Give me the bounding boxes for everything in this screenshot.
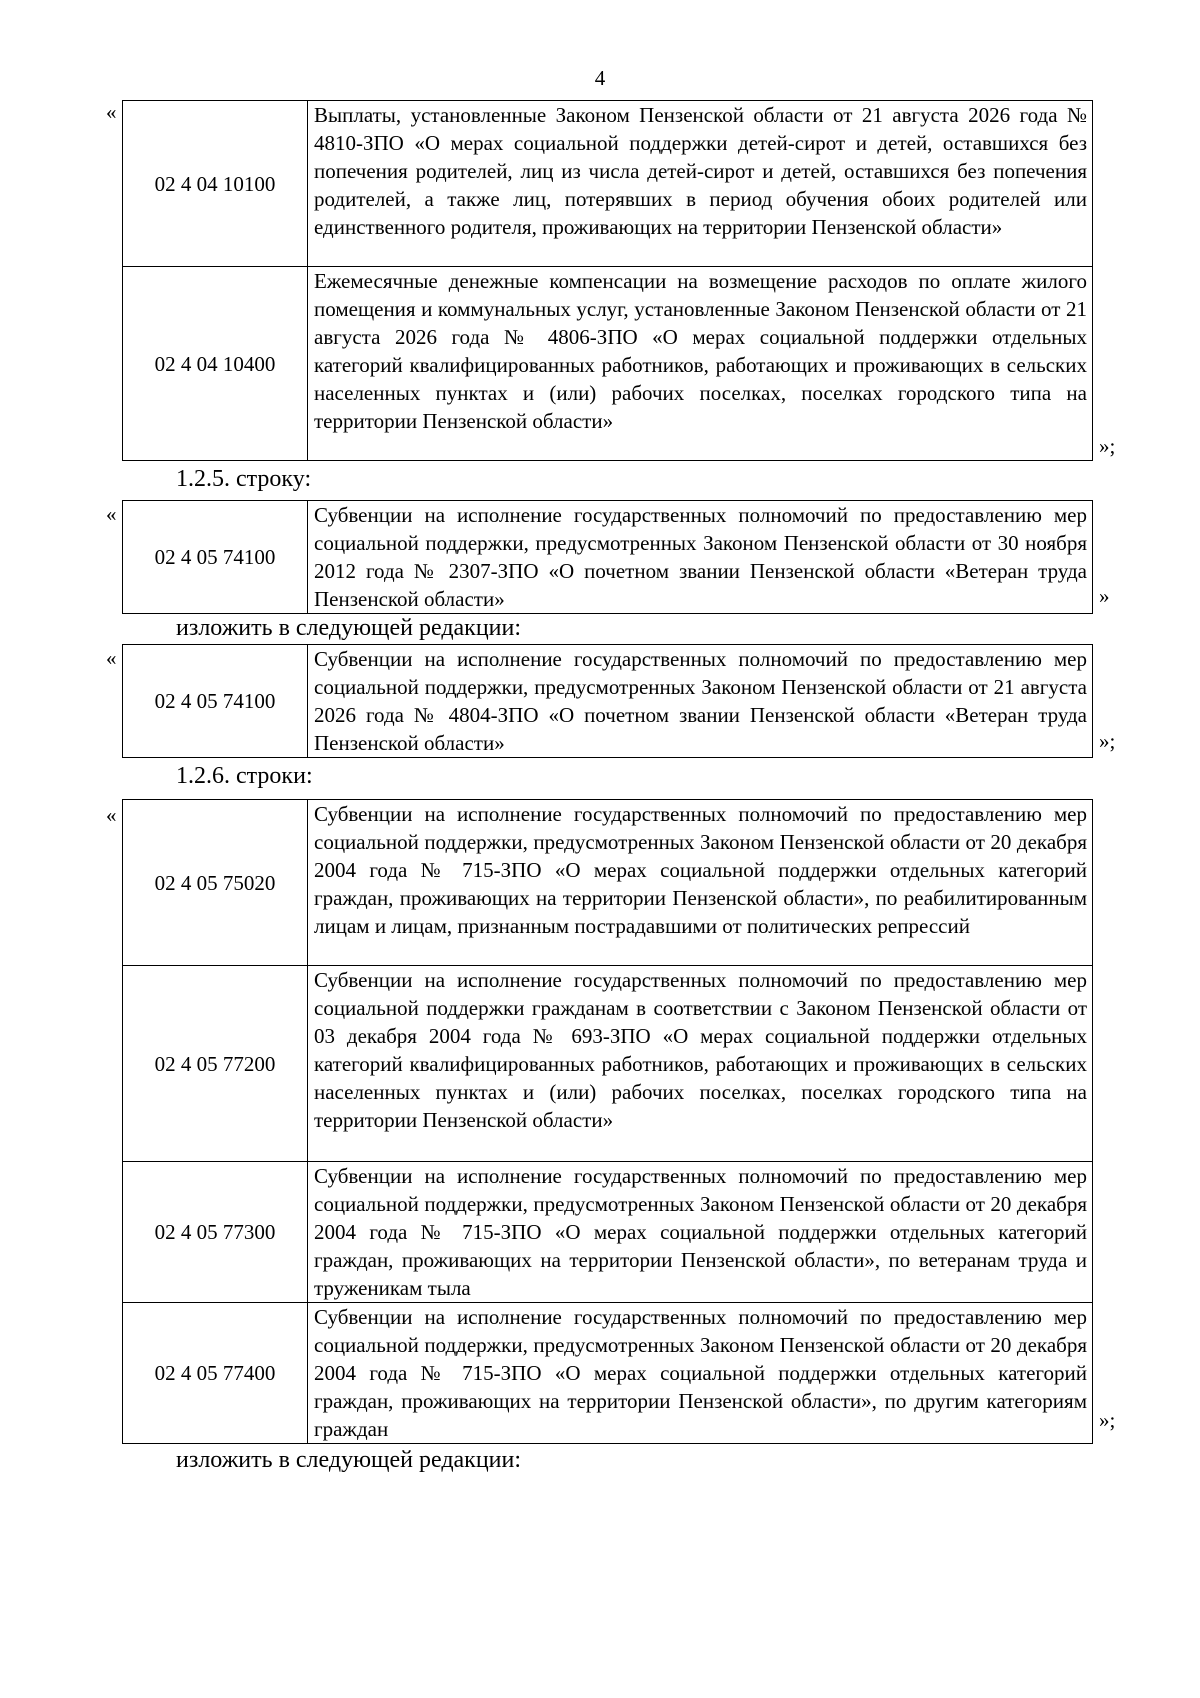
quote-close: »; (1099, 434, 1116, 458)
budget-description: Субвенции на исполнение государственных полномочий по предоставлению мер социальной поддержки, предусмотренных Законом Пензенской области от 20 декабря 2004 года № 715-ЗПО «О мерах социальной поддержки отдельных категорий граждан, проживающих на территории Пензенской области», по реабилитированным лицам и лицам, признанным пострадавшими от политических репрессий (308, 800, 1093, 966)
table-row (123, 1162, 1093, 1303)
code-table-4 (122, 799, 1093, 1444)
budget-code: 02 4 05 74100 (123, 501, 308, 614)
code-table-2 (122, 500, 1093, 614)
budget-code: 02 4 05 74100 (123, 645, 308, 758)
table-row (123, 501, 1093, 614)
table-row (123, 267, 1093, 461)
budget-code: 02 4 05 75020 (123, 800, 308, 966)
quote-open: « (106, 646, 117, 670)
quote-open: « (106, 502, 117, 526)
page-number: 4 (594, 66, 606, 90)
table-row (123, 645, 1093, 758)
budget-code: 02 4 05 77200 (123, 966, 308, 1162)
budget-code: 02 4 04 10400 (123, 267, 308, 461)
budget-description: Выплаты, установленные Законом Пензенской области от 21 августа 2026 года № 4810-ЗПО «О мерах социальной поддержки детей-сирот и детей, оставшихся без попечения родителей, лиц из числа детей-сирот и детей, оставшихся без попечения родителей, а также лиц, потерявших в период обучения обоих родителей или единственного родителя, проживающих на территории Пензенской области» (308, 101, 1093, 267)
quote-close: »; (1099, 1408, 1116, 1432)
quote-open: « (106, 100, 117, 124)
budget-description: Субвенции на исполнение государственных полномочий по предоставлению мер социальной поддержки, предусмотренных Законом Пензенской области от 20 декабря 2004 года № 715-ЗПО «О мерах социальной поддержки отдельных категорий граждан, проживающих на территории Пензенской области», по ветеранам труда и труженикам тыла (308, 1162, 1093, 1303)
paragraph-1-2-5: 1.2.5. строку: (176, 466, 312, 492)
paragraph-redaction: изложить в следующей редакции: (176, 615, 522, 641)
budget-description: Субвенции на исполнение государственных полномочий по предоставлению мер социальной поддержки, предусмотренных Законом Пензенской области от 21 августа 2026 года № 4804-ЗПО «О почетном звании Пензенской области «Ветеран труда Пензенской области» (308, 645, 1093, 758)
table-row (123, 800, 1093, 966)
budget-description: Субвенции на исполнение государственных полномочий по предоставлению мер социальной поддержки гражданам в соответствии с Законом Пензенской области от 03 декабря 2004 года № 693-ЗПО «О мерах социальной поддержки отдельных категорий квалифицированных работников, работающих и проживающих в сельских населенных пунктах и (или) рабочих поселках, поселках городского типа на территории Пензенской области» (308, 966, 1093, 1162)
code-table-1 (122, 100, 1093, 461)
budget-description: Ежемесячные денежные компенсации на возмещение расходов по оплате жилого помещения и коммунальных услуг, установленные Законом Пензенской области от 21 августа 2026 года № 4806-ЗПО «О мерах социальной поддержки отдельных категорий квалифицированных работников, работающих и проживающих в сельских населенных пунктах и (или) рабочих поселках, поселках городского типа на территории Пензенской области» (308, 267, 1093, 461)
paragraph-1-2-6: 1.2.6. строки: (176, 763, 313, 789)
budget-code: 02 4 04 10100 (123, 101, 308, 267)
budget-description: Субвенции на исполнение государственных полномочий по предоставлению мер социальной поддержки, предусмотренных Законом Пензенской области от 30 ноября 2012 года № 2307-ЗПО «О почетном звании Пензенской области «Ветеран труда Пензенской области» (308, 501, 1093, 614)
quote-close: »; (1099, 729, 1116, 753)
paragraph-redaction: изложить в следующей редакции: (176, 1447, 522, 1473)
quote-close: » (1099, 584, 1110, 608)
code-table-3 (122, 644, 1093, 758)
quote-open: « (106, 803, 117, 827)
budget-code: 02 4 05 77300 (123, 1162, 308, 1303)
table-row (123, 966, 1093, 1162)
table-row (123, 101, 1093, 267)
table-row (123, 1303, 1093, 1444)
budget-description: Субвенции на исполнение государственных полномочий по предоставлению мер социальной поддержки, предусмотренных Законом Пензенской области от 20 декабря 2004 года № 715-ЗПО «О мерах социальной поддержки отдельных категорий граждан, проживающих на территории Пензенской области», по другим категориям граждан (308, 1303, 1093, 1444)
budget-code: 02 4 05 77400 (123, 1303, 308, 1444)
